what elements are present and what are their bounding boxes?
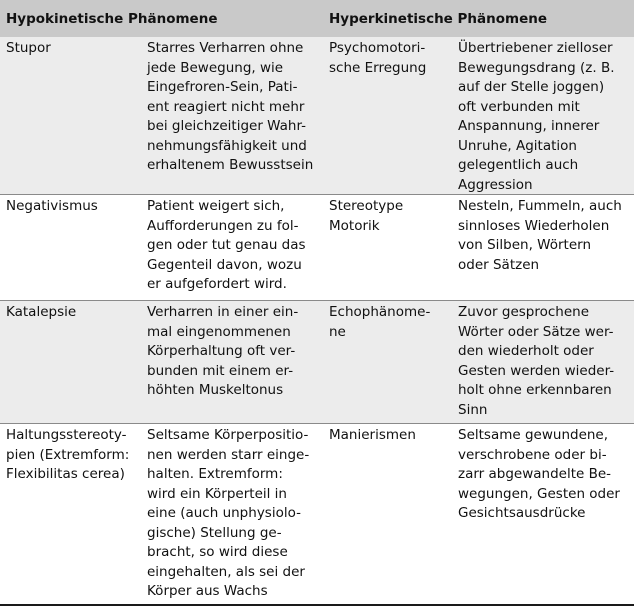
hypo-term: Katalepsie <box>6 304 77 320</box>
table-row <box>0 37 634 195</box>
table-header <box>0 0 634 38</box>
hypo-description: Starres Verharren ohne jede Bewegung, wie Eingefroren-Sein, Pati- ent reagiert nicht mehr bei gleichzeitiger Wahr- nehmungsfähigkeit und erhaltenem Bewusstsein <box>147 40 314 173</box>
hyper-description: Seltsame gewundene, verschrobene oder bi- zarr abgewandelte Be- wegungen, Gesten oder Gesichtsausdrücke <box>458 427 620 521</box>
hyper-term: Echophänome- ne <box>329 304 431 340</box>
hypo-term: Stupor <box>6 40 51 56</box>
table-row <box>0 195 634 301</box>
hypo-description: Patient weigert sich, Aufforderungen zu fol- gen oder tut genau das Gegenteil davon, wozu er aufgefordert wird. <box>147 198 306 292</box>
header-hypokinetic: Hypokinetische Phänomene <box>6 11 218 27</box>
hypo-term: Negativismus <box>6 198 98 214</box>
hyper-term: Stereotype Motorik <box>329 198 404 234</box>
hyper-term: Manierismen <box>329 427 416 443</box>
header-hyperkinetic: Hyperkinetische Phänomene <box>329 11 548 27</box>
table-row <box>0 301 634 424</box>
hypo-description: Verharren in einer ein- mal eingenommenen Körperhaltung oft ver- bunden mit einem er- höhten Muskeltonus <box>147 304 299 398</box>
hyper-description: Übertriebener zielloser Bewegungsdrang (z. B. auf der Stelle joggen) oft verbunden mit Anspannung, innerer Unruhe, Agitation gelegentlich auch Aggression <box>458 40 615 193</box>
hyper-description: Zuvor gesprochene Wörter oder Sätze wer- den wiederholt oder Gesten werden wieder- holt ohne erkennbaren Sinn <box>458 304 615 418</box>
hypo-term: Haltungsstereoty- pien (Extremform: Flexibilitas cerea) <box>6 427 130 482</box>
hypo-description: Seltsame Körperpositio- nen werden starr einge- halten. Extremform: wird ein Körperteil in eine (auch unphysiolo- gische) Stellung ge- bracht, so wird diese eingehalten, als sei der Körper aus Wachs <box>147 427 310 599</box>
hyper-description: Nesteln, Fummeln, auch sinnloses Wiederholen von Silben, Wörtern oder Sätzen <box>458 198 622 273</box>
hyper-term: Psychomotori- sche Erregung <box>329 40 427 76</box>
table-row <box>0 424 634 604</box>
